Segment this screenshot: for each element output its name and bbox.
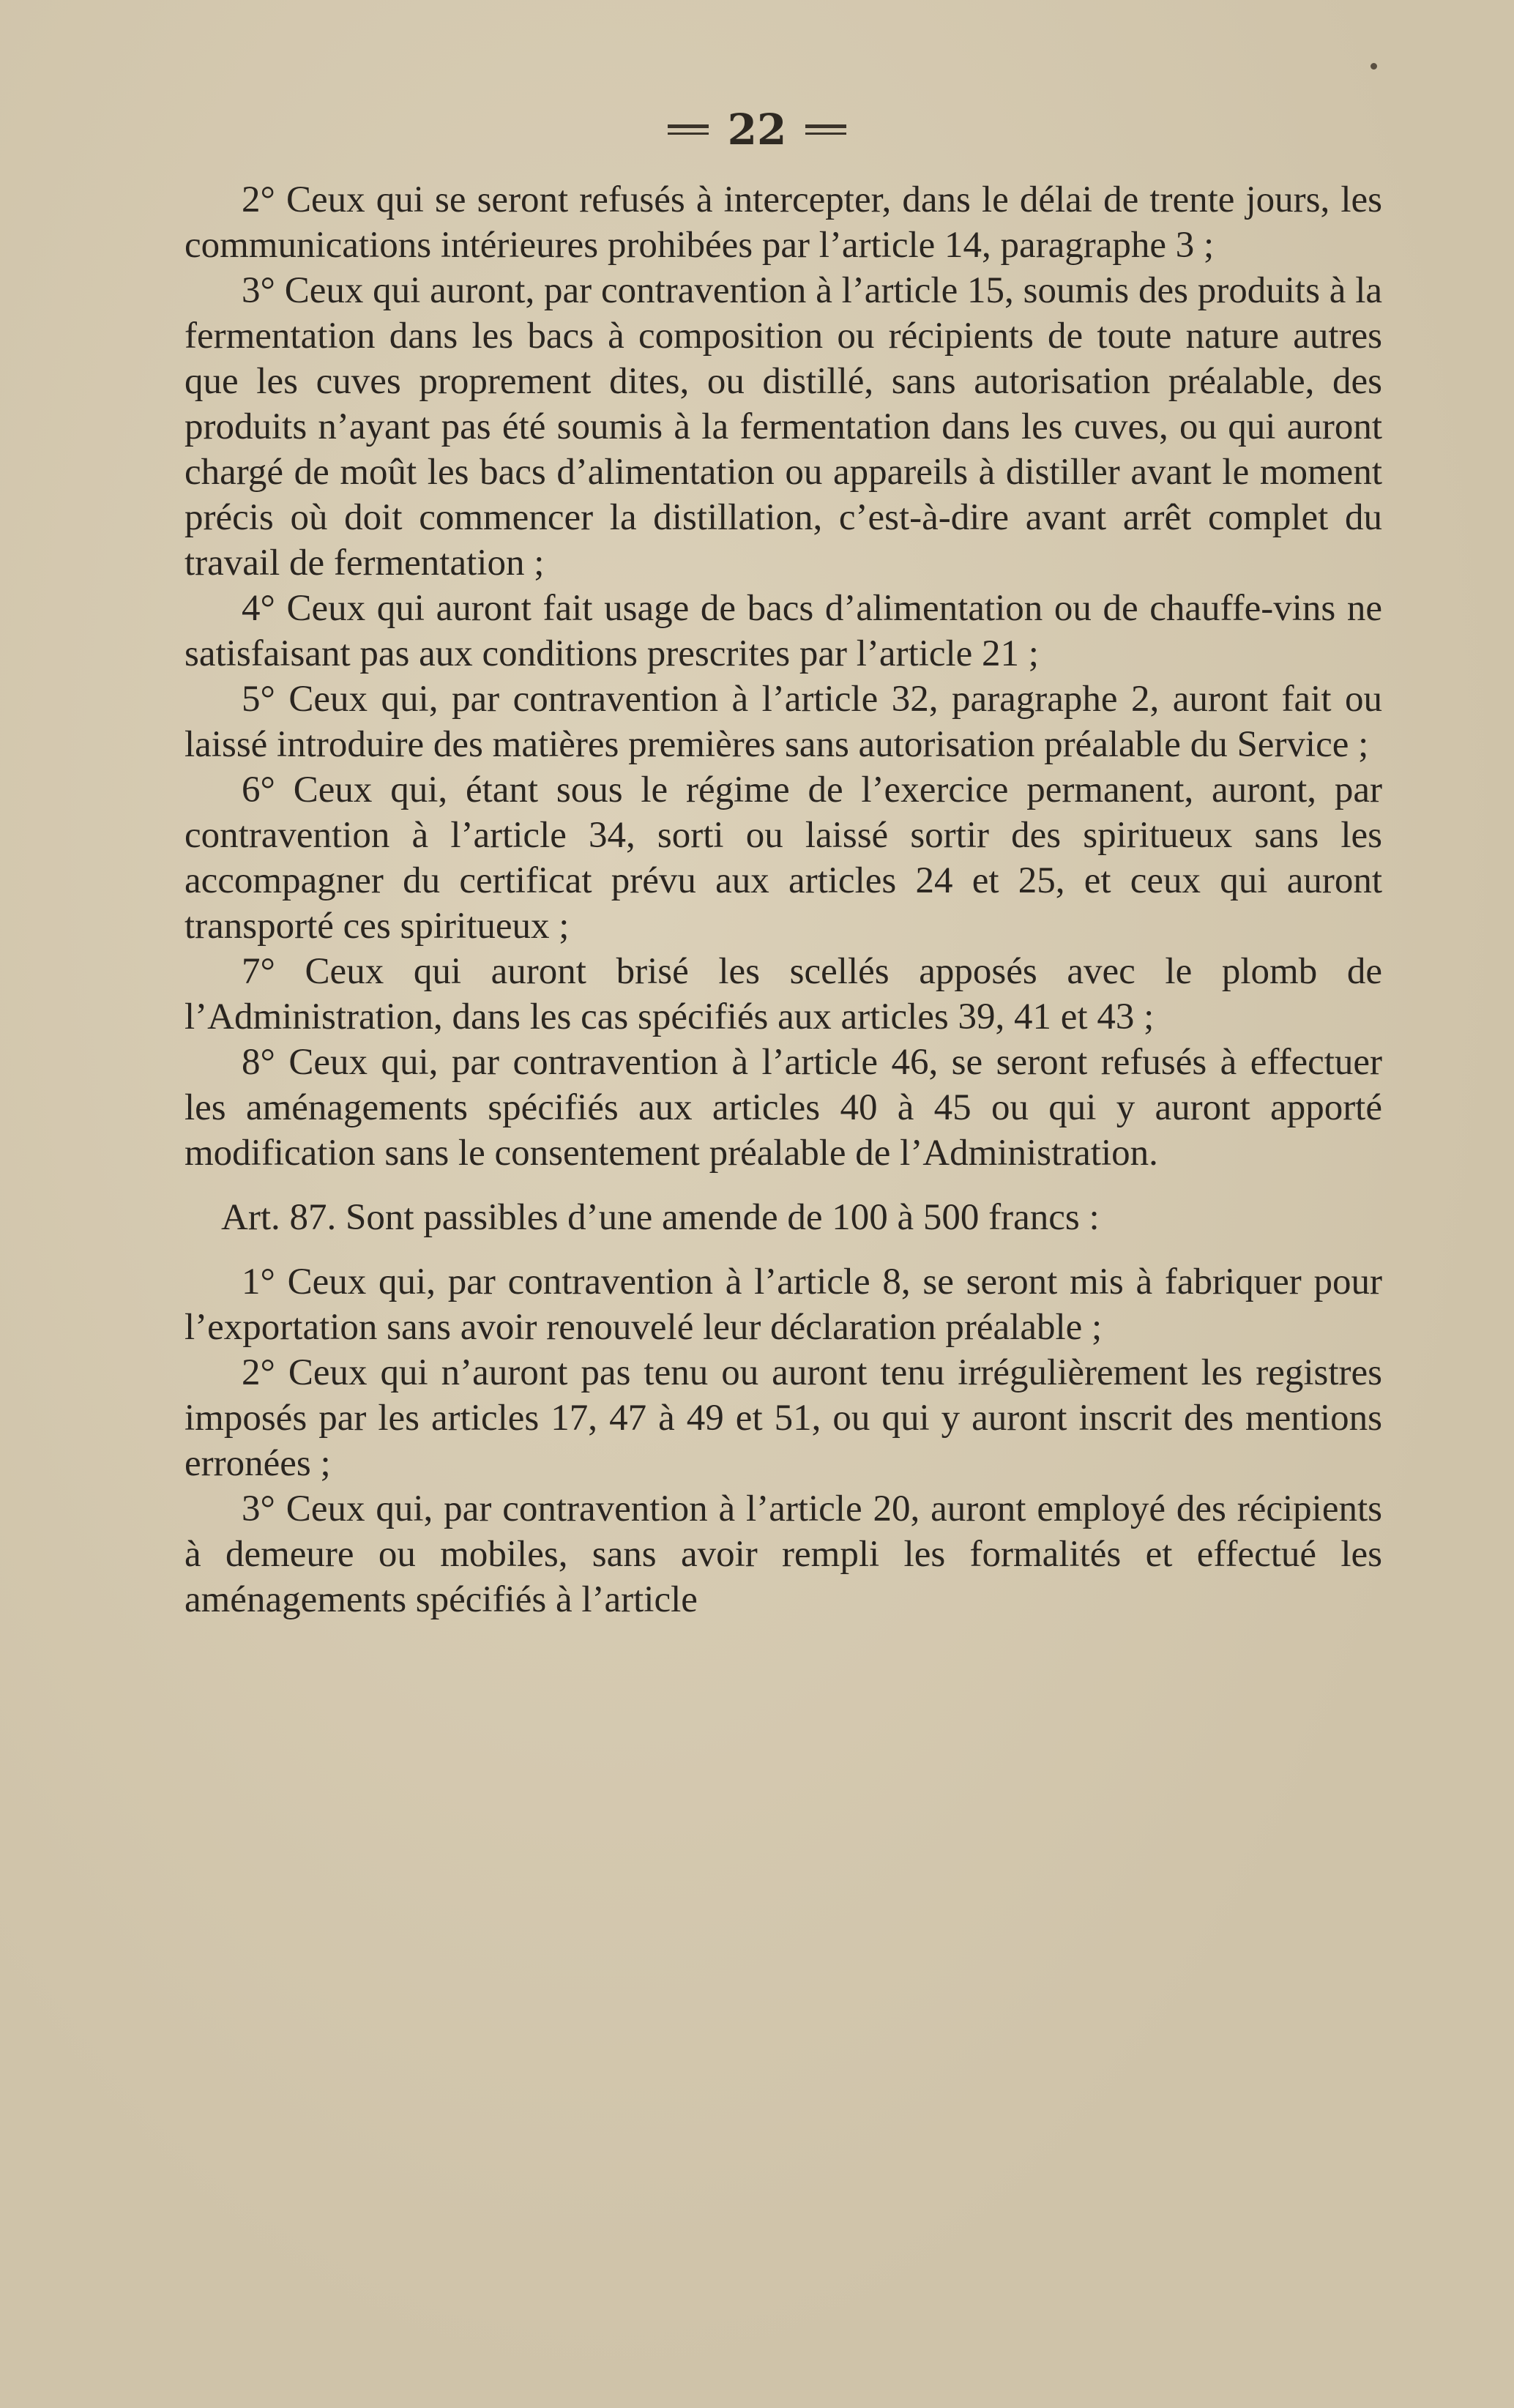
- page-number: 22: [727, 105, 787, 154]
- paragraph: 1° Ceux qui, par contravention à l’article 8, se seront mis à fabriquer pour l’exportation sans avoir renouvelé leur déclaration préalable ;: [184, 1261, 1382, 1348]
- paragraph: 5° Ceux qui, par contravention à l’article 32, paragraphe 2, auront fait ou laissé introduire des matières premières sans autorisation préalable du Service ;: [184, 679, 1382, 765]
- paragraph: 4° Ceux qui auront fait usage de bacs d’alimentation ou de chauffe-vins ne satisfaisant pas aux conditions prescrites par l’article 21 ;: [184, 588, 1382, 674]
- paragraph: 7° Ceux qui auront brisé les scellés apposés avec le plomb de l’Administration, dans les cas spécifiés aux articles 39, 41 et 43 ;: [184, 951, 1382, 1037]
- paragraph: 3° Ceux qui, par contravention à l’article 20, auront employé des récipients à demeure ou mobiles, sans avoir rempli les formalités et effectué les aménagements spécifiés à l’article: [184, 1488, 1382, 1620]
- paragraph: 8° Ceux qui, par contravention à l’article 46, se seront refusés à effectuer les aménagements spécifiés aux articles 40 à 45 ou qui y auront apporté modification sans le consentement préalable de l’Administration.: [184, 1042, 1382, 1174]
- page-header: [0, 104, 1514, 155]
- paragraph: 3° Ceux qui auront, par contravention à l’article 15, soumis des produits à la fermentation dans les bacs à composition ou récipients de toute nature autres que les cuves proprement dites, ou distillé, sans autorisation préalable, des produits n’ayant pas été soumis à la fermentation dans les cuves, ou qui auront chargé de moût les bacs d’alimentation ou appareils à distiller avant le moment précis où doit commencer la distillation, c’est-à-dire avant arrêt complet du travail de fermentation ;: [184, 270, 1382, 584]
- paragraph: 2° Ceux qui se seront refusés à intercepter, dans le délai de trente jours, les communications intérieures prohibées par l’article 14, paragraphe 3 ;: [184, 179, 1382, 266]
- paragraph: 6° Ceux qui, étant sous le régime de l’exercice permanent, auront, par contravention à l’article 34, sorti ou laissé sortir des spiritueux sans les accompagner du certificat prévu aux articles 24 et 25, et ceux qui auront transporté ces spiritueux ;: [184, 769, 1382, 947]
- folio: [668, 104, 847, 155]
- ink-speck: [1371, 63, 1377, 70]
- right-ornament: [805, 124, 846, 135]
- article-heading: Art. 87. Sont passibles d’une amende de 100 à 500 francs :: [221, 1197, 1100, 1238]
- body-text: [184, 177, 1382, 1622]
- left-ornament: [668, 124, 709, 135]
- paragraph: 2° Ceux qui n’auront pas tenu ou auront tenu irrégulièrement les registres imposés par les articles 17, 47 à 49 et 51, ou qui y auront inscrit des mentions erronées ;: [184, 1352, 1382, 1484]
